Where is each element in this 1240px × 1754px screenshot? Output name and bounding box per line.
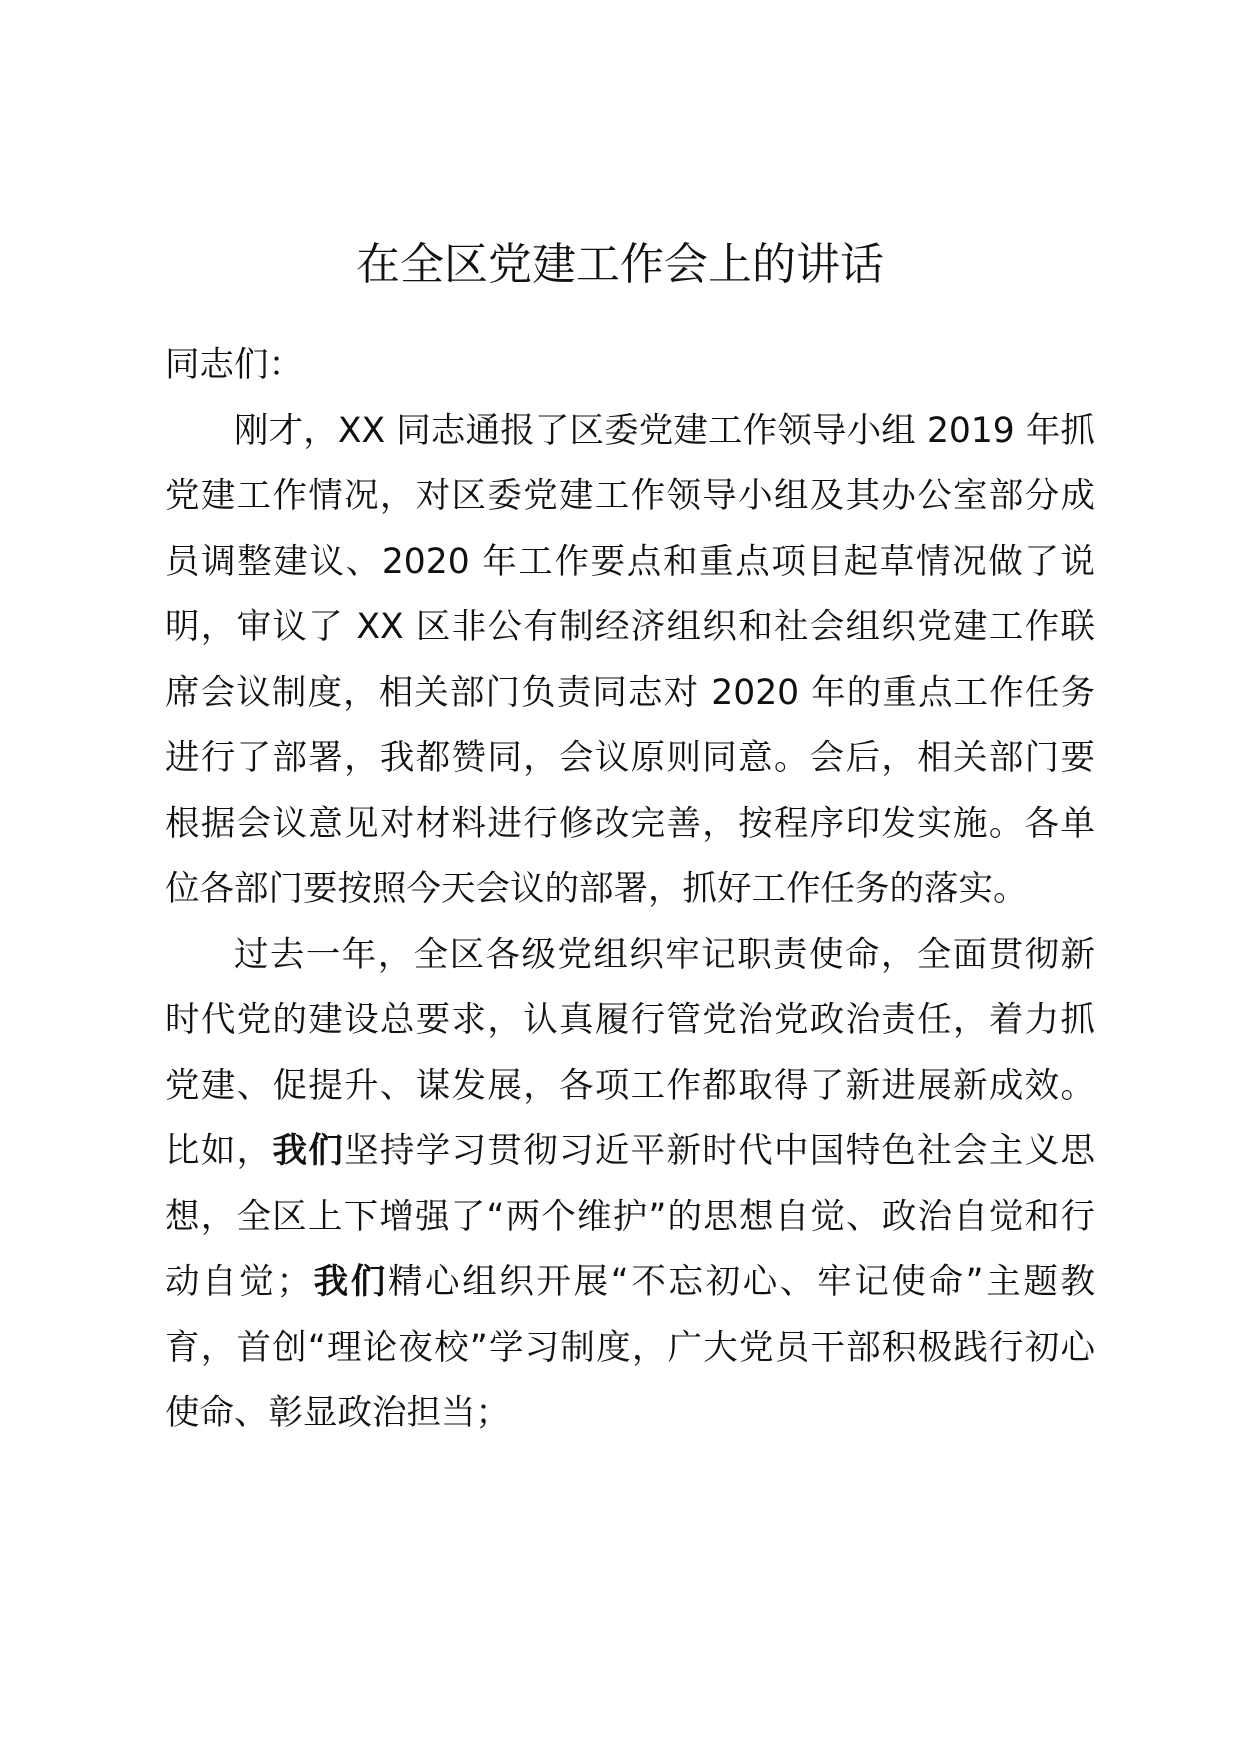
paragraph-1 [165, 399, 1095, 923]
paragraph-2 [165, 923, 1095, 1447]
paragraph-text: 过去一年，全区各级党组织牢记职责使命，全面贯彻新时代党的建设总要求，认真履行管党治党政治责任，着力抓党建、促提升、谋发展，各项工作都取得了新进展新成效。比如， [165, 934, 1095, 1171]
paragraph-text: 坚持学习贯彻习近平新时代中国特色社会主义思想，全区上下增强了“两个维护”的思想自觉、政治自觉和行动自觉； [165, 1131, 1096, 1302]
paragraph-text: 精心组织开展“不忘初心、牢记使命”主题教育，首创“理论夜校”学习制度，广大党员干部积极践行初心使命、彰显政治担当； [165, 1262, 1096, 1433]
paragraph-text: 刚才，XX 同志通报了区委党建工作领导小组 2019 年抓党建工作情况，对区委党建工作领导小组及其办公室部分成员调整建议、2020 年工作要点和重点项目起草情况做了说明，审议了 XX 区非公有制经济组织和社会组织党建工作联席会议制度，相关部门负责同志对 2020 年的重点工作任务进行了部署，我都赞同，会议原则同意。会后，相关部门要根据会议意见对材料进行修改完善，按程序印发实施。各单位各部门要按照今天会议的部署，抓好工作任务的落实。 [165, 410, 1095, 909]
salutation: 同志们： [165, 345, 303, 385]
document-body [165, 333, 1095, 1447]
bold-emphasis: 我们 [272, 1131, 345, 1171]
bold-emphasis: 我们 [310, 1262, 388, 1302]
document-title: 在全区党建工作会上的讲话 [356, 239, 884, 290]
